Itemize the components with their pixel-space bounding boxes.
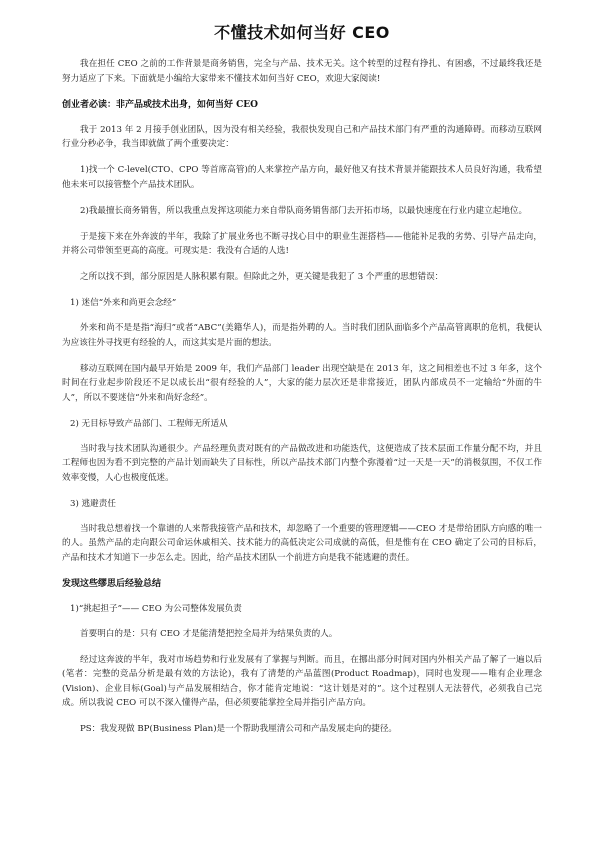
list-item-heading: 3) 逃避责任 — [70, 498, 116, 509]
list-item-heading: 2) 无目标导致产品部门、工程师无所适从 — [70, 418, 228, 429]
list-item-heading: 1)“挑起担子”—— CEO 为公司整体发展负责 — [70, 603, 242, 614]
document-title: 不懂技术如何当好 CEO — [214, 23, 390, 42]
paragraph: 首要明白的是：只有 CEO 才是能清楚把控全局并为结果负责的人。 — [80, 628, 338, 639]
paragraph: 外来和尚不是是指“海归”或者“ABC”(美籍华人)，而是指外聘的人。当时我们团队面临多个产品高管离职的危机，我便认为应该往外寻找更有经验的人，而这其实是片面的想法。 — [62, 323, 542, 348]
section-heading-2: 发现这些缪思后经验总结 — [62, 578, 162, 589]
paragraph: 经过这奔波的半年，我对市场趋势和行业发展有了掌握与判断。而且，在挪出部分时间对国内外相关产品了解了一遍以后(笔者：完整的竞品分析是最有效的方法论)，我有了清楚的产品蓝图(Product Roadmap)，同时也发现——唯有企业理念(Vision)、企业目标(Goal)与产品发展相结合，你才能肯定地说：“这计划是对的”。这个过程别人无法替代，必须我自己完成。所以我说 CEO 可以不深入懂得产品，但必须要能掌控全局并指引产品方向。 — [62, 654, 542, 708]
paragraph: 之所以找不到，部分原因是人脉积累有限。但除此之外，更关键是我犯了 3 个严重的思想错误： — [80, 272, 444, 282]
list-item-heading: 1) 迷信“外来和尚更会念经” — [70, 298, 177, 308]
paragraph: 于是接下来在外奔波的半年，我除了扩展业务也不断寻找心目中的职业生涯搭档——他能补足我的劣势、引导产品走向，并将公司带领至更高的高度。可现实是：我没有合适的人选! — [62, 231, 542, 256]
paragraph: 2)我最擅长商务销售，所以我重点发挥这项能力来自带队商务销售部门去开拓市场，以最快速度在行业内建立起地位。 — [80, 205, 528, 216]
paragraph: 1)找一个 C-level(CTO、CPO 等首席高管)的人来掌控产品方向，最好他又有技术背景并能跟技术人员良好沟通，我希望他未来可以接管整个产品技术团队。 — [62, 165, 542, 190]
paragraph-ps: PS：我发现做 BP(Business Plan)是一个帮助我厘清公司和产品发展走向的捷径。 — [80, 724, 398, 734]
paragraph: 当时我总想着找一个靠谱的人来帮我接管产品和技术，却忽略了一个重要的管理逻辑——CEO 才是带给团队方向感的唯一的人。虽然产品的走向跟公司命运休戚相关、技术能力的高低决定公司成就的高低，但是惟有在 CEO 确定了公司的目标后，产品和技术才知道下一步怎么走。因此，给产品技术团队一个前进方向是我不能逃避的责任。 — [62, 523, 542, 563]
paragraph: 移动互联网在国内最早开始是 2009 年，我们产品部门 leader 出现空缺是在 2013 年，这之间相差也不过 3 年多，这个时间在行业起步阶段还不足以成长出“很有经验的人”，大家的能力层次还是非常接近，团队内部成员不一定输给“外面的牛人”，所以不要迷信“外来和尚好念经”。 — [62, 363, 542, 403]
paragraph-intro: 我在担任 CEO 之前的工作背景是商务销售，完全与产品、技术无关。这个转型的过程有挣扎、有困惑，不过最终我还是努力适应了下来。下面就是小编给大家带来不懂技术如何当好 CEO，欢迎大家阅读! — [62, 59, 542, 84]
paragraph: 我于 2013 年 2 月接手创业团队，因为没有相关经验，我很快发现自己和产品技术部门有严重的沟通障碍。而移动互联网行业分秒必争，我当即就做了两个重要决定： — [62, 124, 542, 149]
paragraph: 当时我与技术团队沟通很少。产品经理负责对既有的产品做改进和功能迭代，这便造成了技术层面工作量分配不均，并且工程师也因为看不到完整的产品计划而缺失了目标性，所以产品技术部门内整个弥漫着“过一天是一天”的消极氛围，不仅工作效率变慢，人心也极度低迷。 — [62, 443, 542, 483]
section-heading-1: 创业者必读：非产品或技术出身，如何当好 CEO — [62, 99, 258, 110]
